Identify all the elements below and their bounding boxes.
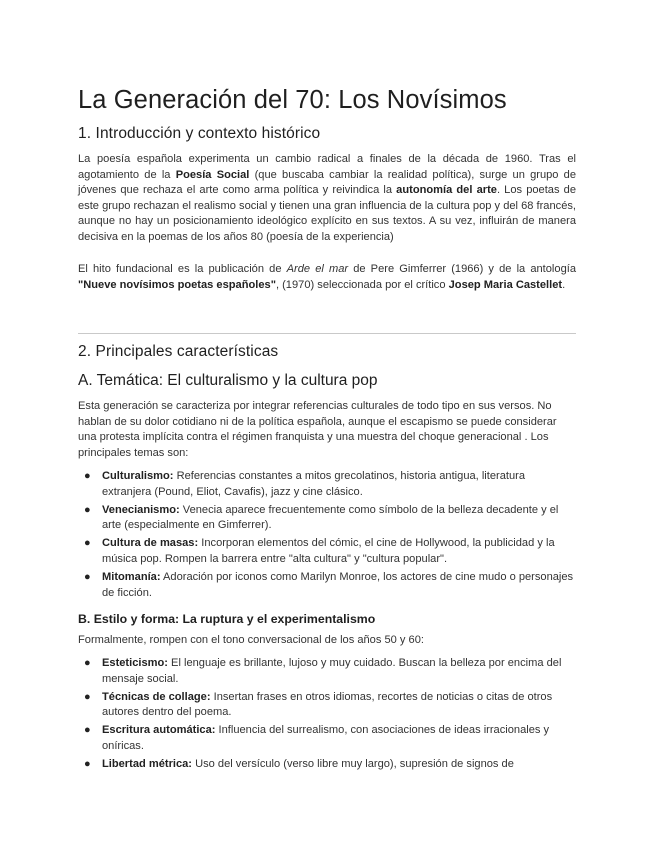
list-item-text: El lenguaje es brillante, lujoso y muy cuidado. Buscan la belleza por encima del mensaje social.	[102, 657, 562, 685]
text-run: . Los poetas de este grupo rechazan el realismo social y tienen una gran influencia de la cultura pop y del 68 francés, aunque no hay un posicionamiento ideológico explícito en sus textos. A su vez, influirán de manera decisiva en la poemas de los años 80 (poesía de la experiencia)	[78, 184, 576, 243]
section-1-paragraph-1	[78, 152, 576, 246]
list-item-text: Uso del versículo (verso libre muy largo), supresión de signos de	[192, 758, 514, 771]
list-item-text: Incorporan elementos del cómic, el cine de Hollywood, la publicidad y la música pop. Rompen la barrera entre "alta cultura" y "cultura popular".	[102, 537, 555, 565]
subsection-b-heading: B. Estilo y forma: La ruptura y el experimentalismo	[78, 612, 376, 626]
list-item	[78, 536, 576, 567]
bullet-icon: ●	[84, 758, 91, 771]
list-item	[78, 570, 576, 601]
section-divider	[78, 333, 576, 334]
bold-text: Josep Maria Castellet	[448, 278, 563, 291]
bold-text: "Nueve novísimos poetas españoles"	[78, 278, 276, 291]
list-item	[78, 723, 576, 754]
list-item	[78, 503, 576, 534]
list-item-text: Referencias constantes a mitos grecolatinos, historia antigua, literatura extranjera (Pound, Eliot, Cavafis), jazz y cine clásico.	[102, 470, 525, 498]
bold-text: Poesía Social	[175, 168, 250, 181]
subsection-a-heading: A. Temática: El culturalismo y la cultura pop	[78, 372, 378, 389]
text-run: La poesía española experimenta un cambio radical a finales de la década de 1960. Tras el agotamiento de la	[78, 153, 576, 181]
text-run: El hito fundacional es la publicación de	[78, 263, 287, 275]
list-item-term: Esteticismo:	[102, 657, 168, 669]
bullet-icon: ●	[84, 724, 91, 737]
list-item-text: Adoración por iconos como Marilyn Monroe, los actores de cine mudo o personajes de ficción.	[102, 571, 574, 599]
list-item	[78, 757, 576, 773]
subsection-a-intro: Esta generación se caracteriza por integrar referencias culturales de todo tipo en sus versos. No hablan de su dolor cotidiano ni de la política española, aunque el escapismo se puede considerar una protesta implícita contra el régimen franquista y una muestra del choque generacional . Los principales temas son:	[78, 400, 557, 459]
document-title: La Generación del 70: Los Novísimos	[78, 86, 507, 114]
text-run: , (1970) seleccionada por el crítico	[275, 278, 449, 291]
list-item-term: Venecianismo:	[102, 503, 180, 516]
list-item-term: Escritura automática:	[102, 724, 216, 737]
list-item	[78, 690, 576, 721]
list-item-term: Cultura de masas:	[102, 537, 199, 550]
section-1-heading: 1. Introducción y contexto histórico	[78, 125, 321, 142]
text-run: de Pere Gimferrer (1966) y de la antología	[348, 263, 576, 275]
bullet-icon: ●	[84, 470, 91, 482]
bullet-icon: ●	[84, 657, 91, 669]
subsection-b-list	[78, 656, 576, 775]
list-item-text: Venecia aparece frecuentemente como símbolo de la belleza decadente y el arte (especialmente en Gimferrer).	[102, 503, 559, 532]
list-item-text: Influencia del surrealismo, con asociaciones de ideas irracionales y oníricas.	[102, 724, 550, 752]
bullet-icon: ●	[84, 537, 91, 550]
list-item-term: Técnicas de collage:	[102, 690, 211, 703]
bullet-icon: ●	[84, 503, 91, 516]
section-1-paragraph-2	[78, 262, 576, 293]
text-run: (que buscaba cambiar la realidad política), surge un grupo de jóvenes que rechaza el arte como arma política y reivindica la	[78, 168, 577, 197]
list-item	[78, 656, 576, 687]
list-item	[78, 469, 576, 500]
list-item-term: Mitomanía:	[102, 571, 161, 584]
bullet-icon: ●	[84, 690, 91, 703]
bold-text: autonomía del arte	[396, 184, 497, 197]
list-item-text: Insertan frases en otros idiomas, recortes de noticias o citas de otros autores dentro del poema.	[102, 690, 553, 719]
subsection-a-list	[78, 469, 576, 604]
list-item-term: Libertad métrica:	[102, 758, 193, 771]
italic-text: Arde el mar	[286, 263, 349, 275]
list-item-term: Culturalismo:	[102, 470, 174, 482]
section-2-heading: 2. Principales características	[78, 343, 279, 360]
bullet-icon: ●	[84, 571, 91, 584]
subsection-b-intro: Formalmente, rompen con el tono conversacional de los años 50 y 60:	[78, 634, 424, 646]
text-run: .	[562, 278, 566, 291]
